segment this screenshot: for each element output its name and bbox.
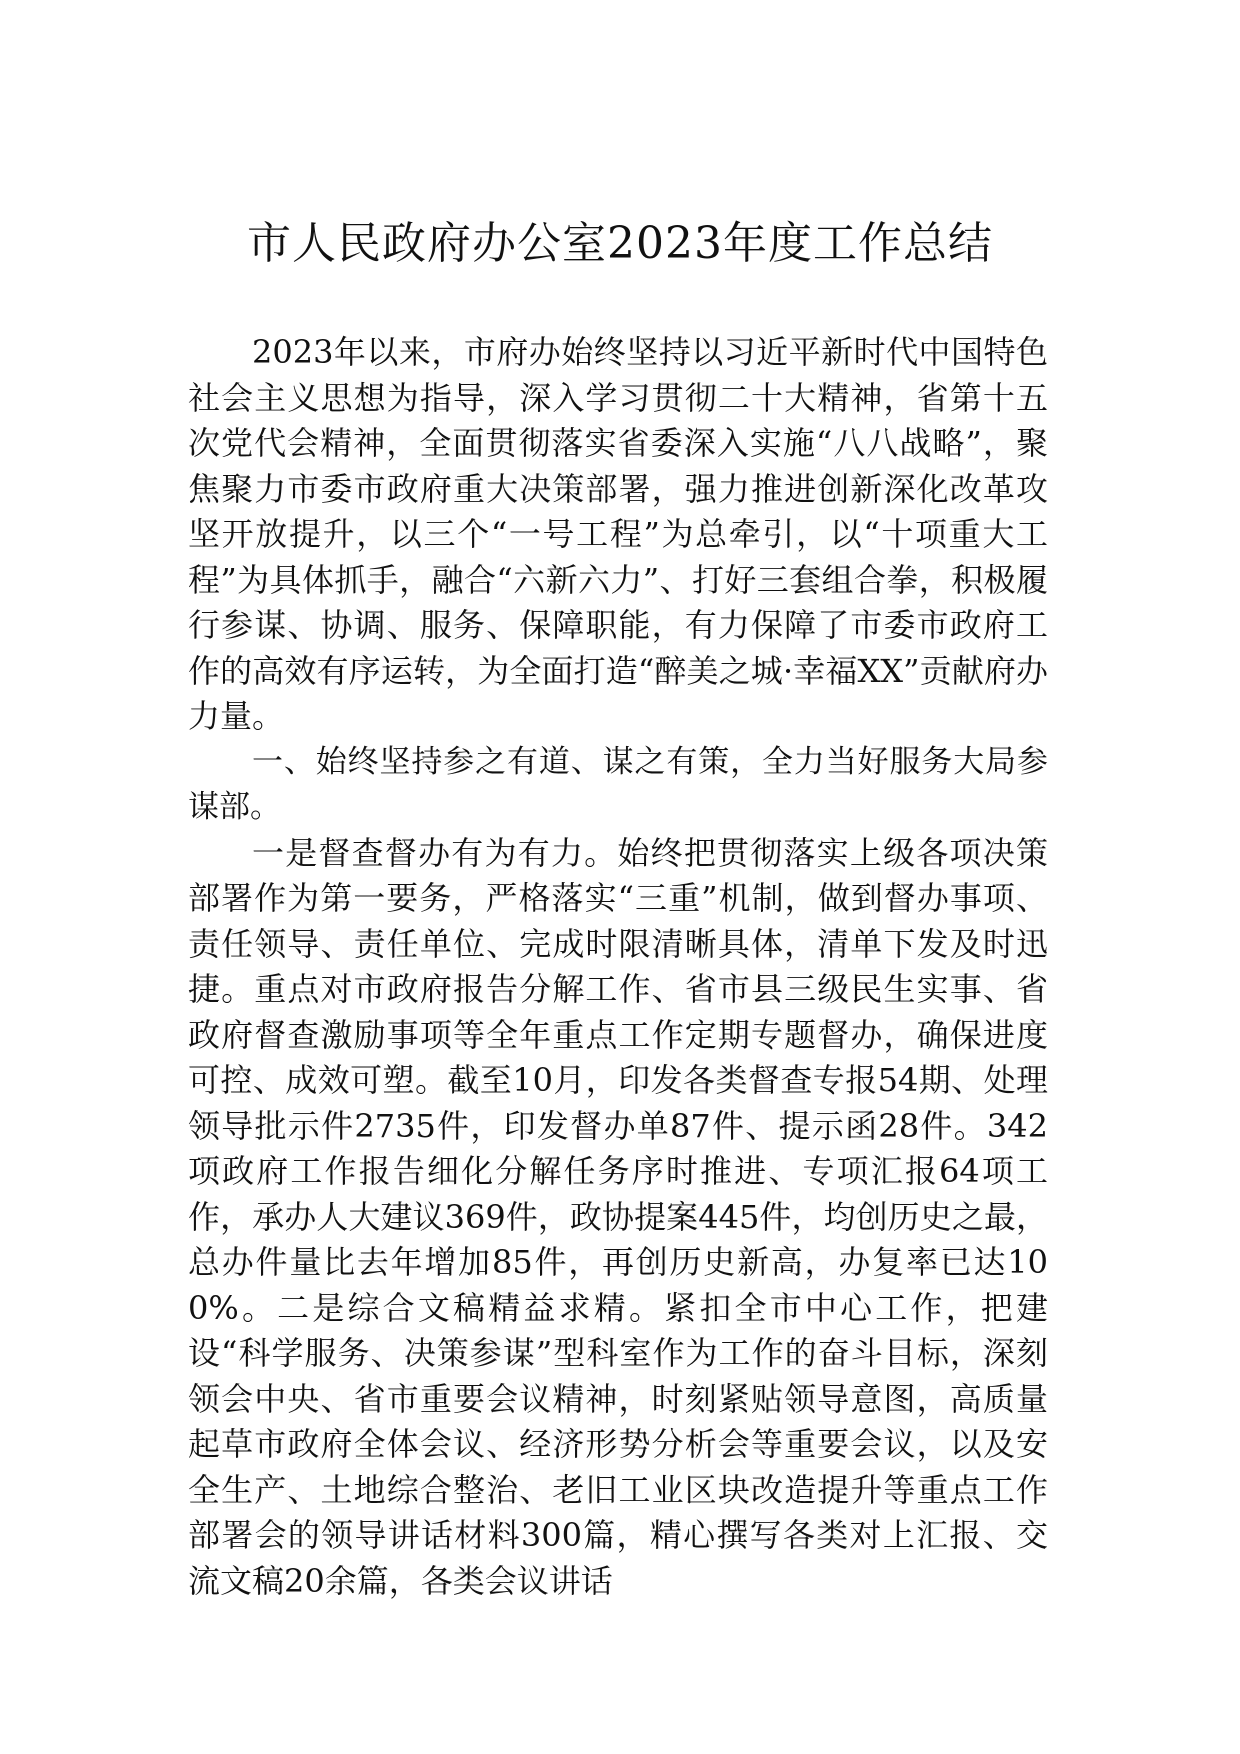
document-body [188,330,1048,1604]
document-title: 市人民政府办公室2023年度工作总结 [247,218,993,269]
intro-paragraph: 2023年以来，市府办始终坚持以习近平新时代中国特色社会主义思想为指导，深入学习贯彻二十大精神，省第十五次党代会精神，全面贯彻落实省委深入实施“八八战略”，聚焦聚力市委市政府重大决策部署，强力推进创新深化改革攻坚开放提升，以三个“一号工程”为总牵引，以“十项重大工程”为具体抓手，融合“六新六力”、打好三套组合拳，积极履行参谋、协调、服务、保障职能，有力保障了市委市政府工作的高效有序运转，为全面打造“醉美之城·幸福XX”贡献府办力量。 [188,333,1048,735]
section-1-paragraph: 一是督查督办有为有力。始终把贯彻落实上级各项决策部署作为第一要务，严格落实“三重”机制，做到督办事项、责任领导、责任单位、完成时限清晰具体，清单下发及时迅捷。重点对市政府报告分解工作、省市县三级民生实事、省政府督查激励事项等全年重点工作定期专题督办，确保进度可控、成效可塑。截至10月，印发各类督查专报54期、处理领导批示件2735件，印发督办单87件、提示函28件。342项政府工作报告细化分解任务序时推进、专项汇报64项工作，承办人大建议369件，政协提案445件，均创历史之最，总办件量比去年增加85件，再创历史新高，办复率已达100%。二是综合文稿精益求精。紧扣全市中心工作，把建设“科学服务、决策参谋”型科室作为工作的奋斗目标，深刻领会中央、省市重要会议精神，时刻紧贴领导意图，高质量起草市政府全体会议、经济形势分析会等重要会议，以及安全生产、土地综合整治、老旧工业区块改造提升等重点工作部署会的领导讲话材料300篇，精心撰写各类对上汇报、交流文稿20余篇，各类会议讲话 [188,833,1048,1600]
section-heading-1: 一、始终坚持参之有道、谋之有策，全力当好服务大局参谋部。 [188,743,1048,825]
